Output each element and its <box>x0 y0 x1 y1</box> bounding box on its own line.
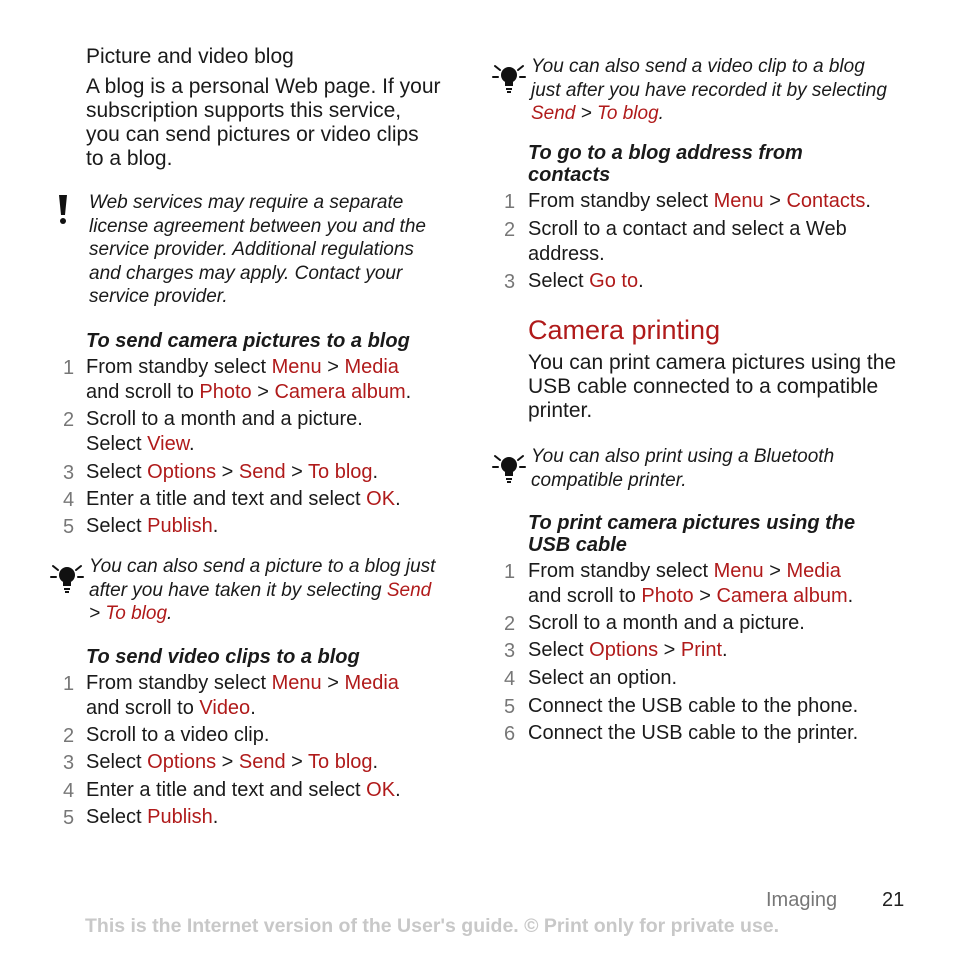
options-link[interactable]: Options <box>147 461 217 483</box>
step-2: Scroll to a month and a picture. Select View. <box>86 408 363 455</box>
publish-link[interactable]: Publish <box>147 515 213 537</box>
lightbulb-icon <box>492 60 526 99</box>
blog-heading: Picture and video blog <box>86 45 294 68</box>
menu-link[interactable]: Menu <box>713 190 764 212</box>
contacts-link[interactable]: Contacts <box>786 190 866 212</box>
step-number: 3 <box>504 640 516 662</box>
to-blog-link[interactable]: To blog <box>597 103 659 124</box>
step-number: 1 <box>63 357 75 379</box>
step-5: Select Publish. <box>86 806 219 828</box>
camera-album-link[interactable]: Camera album <box>716 585 848 607</box>
camera-album-link[interactable]: Camera album <box>274 381 406 403</box>
step-3: Select Options > Print. <box>528 639 728 661</box>
media-link[interactable]: Media <box>344 356 399 378</box>
step-number: 2 <box>504 613 516 635</box>
step-5: Connect the USB cable to the phone. <box>528 695 859 717</box>
send-link[interactable]: Send <box>386 579 432 601</box>
step-1: From standby select Menu > Media and scroll to Photo > Camera album. <box>528 560 854 607</box>
step-number: 4 <box>63 489 75 511</box>
media-link[interactable]: Media <box>786 560 841 582</box>
section-title-camera-printing: Camera printing <box>528 315 721 345</box>
step-1: From standby select Menu > Contacts. <box>528 190 871 212</box>
step-number: 1 <box>504 561 516 583</box>
ok-link[interactable]: OK <box>366 488 396 510</box>
step-number: 5 <box>504 696 516 718</box>
media-link[interactable]: Media <box>344 672 399 694</box>
step-number: 2 <box>63 725 75 747</box>
video-link[interactable]: Video <box>199 697 251 719</box>
menu-link[interactable]: Menu <box>271 672 322 694</box>
step-3: Select Go to. <box>528 270 644 292</box>
print-link[interactable]: Print <box>680 639 723 661</box>
exclamation-icon <box>56 195 70 230</box>
ok-link[interactable]: OK <box>366 779 396 801</box>
options-link[interactable]: Options <box>589 639 659 661</box>
go-to-link[interactable]: Go to <box>589 270 639 292</box>
warning-note: Web services may require a separate license agreement between you and the service provider. Additional regulations and charges may apply. Contact your service provider. <box>89 192 426 307</box>
step-4: Enter a title and text and select OK. <box>86 779 401 801</box>
camera-printing-intro: You can print camera pictures using the USB cable connected to a compatible printer. <box>528 351 897 422</box>
step-5: Select Publish. <box>86 515 219 537</box>
step-number: 2 <box>504 219 516 241</box>
task-title-send-video: To send video clips to a blog <box>86 646 360 668</box>
step-number: 1 <box>504 191 516 213</box>
step-number: 3 <box>63 462 75 484</box>
send-link[interactable]: Send <box>238 461 286 483</box>
internet-version-notice: This is the Internet version of the User's guide. © Print only for private use. <box>85 915 780 937</box>
step-1: From standby select Menu > Media and scroll to Photo > Camera album. <box>86 356 412 403</box>
options-link[interactable]: Options <box>147 751 217 773</box>
publish-link[interactable]: Publish <box>147 806 213 828</box>
step-number: 5 <box>63 516 75 538</box>
task-title-send-pictures: To send camera pictures to a blog <box>86 330 410 352</box>
step-2: Scroll to a month and a picture. <box>528 612 805 634</box>
step-number: 6 <box>504 723 516 745</box>
step-2: Scroll to a video clip. <box>86 724 270 746</box>
view-link[interactable]: View <box>147 433 190 455</box>
menu-link[interactable]: Menu <box>713 560 764 582</box>
lightbulb-icon <box>50 560 84 599</box>
send-link[interactable]: Send <box>531 103 576 124</box>
step-1: From standby select Menu > Media and scroll to Video. <box>86 672 399 719</box>
step-number: 3 <box>63 752 75 774</box>
tip-video: You can also send a video clip to a blog just after you have recorded it by selecting Send > To blog. <box>531 56 887 124</box>
step-3: Select Options > Send > To blog. <box>86 751 379 773</box>
photo-link[interactable]: Photo <box>641 585 694 607</box>
menu-link[interactable]: Menu <box>271 356 322 378</box>
task-title-goto-blog: To go to a blog address from contacts <box>528 142 803 186</box>
step-number: 2 <box>63 409 75 431</box>
step-3: Select Options > Send > To blog. <box>86 461 379 483</box>
step-2: Scroll to a contact and select a Web address. <box>528 218 847 265</box>
blog-intro: A blog is a personal Web page. If your subscription supports this service, you can send pictures or video clips to a blog. <box>86 75 441 170</box>
lightbulb-icon <box>492 450 526 489</box>
step-4: Enter a title and text and select OK. <box>86 488 401 510</box>
step-number: 4 <box>63 780 75 802</box>
step-number: 4 <box>504 668 516 690</box>
page-number: 21 <box>882 889 905 911</box>
step-number: 3 <box>504 271 516 293</box>
tip-bluetooth: You can also print using a Bluetooth compatible printer. <box>531 446 835 491</box>
step-6: Connect the USB cable to the printer. <box>528 722 859 744</box>
tip-picture: You can also send a picture to a blog just after you have taken it by selecting Send > To blog. <box>89 556 436 624</box>
to-blog-link[interactable]: To blog <box>308 751 373 773</box>
send-link[interactable]: Send <box>238 751 286 773</box>
step-4: Select an option. <box>528 667 677 689</box>
step-number: 5 <box>63 807 75 829</box>
step-number: 1 <box>63 673 75 695</box>
task-title-print-usb: To print camera pictures using the USB cable <box>528 512 856 556</box>
to-blog-link[interactable]: To blog <box>105 603 168 624</box>
to-blog-link[interactable]: To blog <box>308 461 373 483</box>
photo-link[interactable]: Photo <box>199 381 252 403</box>
footer-section-name: Imaging <box>766 889 838 911</box>
